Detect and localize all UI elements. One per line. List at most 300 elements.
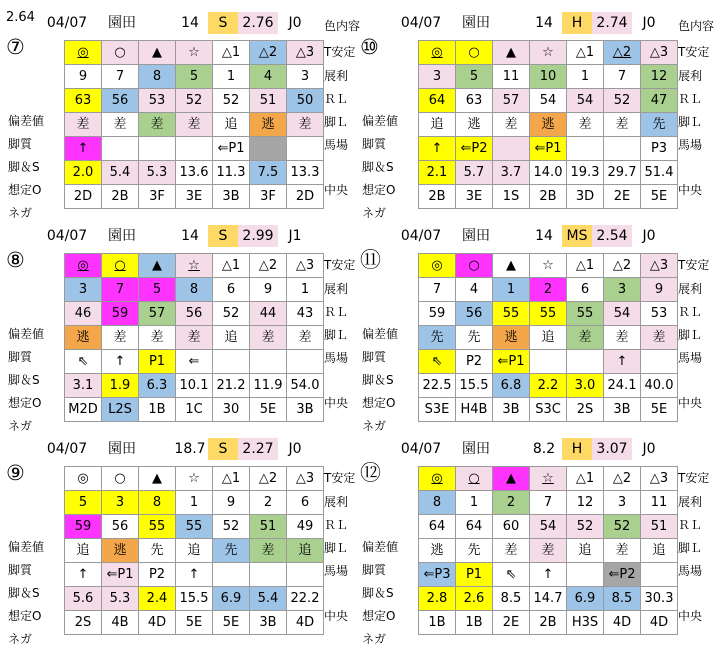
grid-cell: 9 xyxy=(641,278,678,302)
right-label: 中央 xyxy=(678,183,703,197)
grid-cell: △3 xyxy=(287,41,324,65)
race-panel xyxy=(360,219,710,433)
right-label: ＲＬ xyxy=(678,518,703,532)
grid-row xyxy=(419,467,678,491)
grid-cell xyxy=(641,350,678,374)
race-grid xyxy=(418,40,678,209)
grid-cell: 1B xyxy=(456,611,493,635)
grid-cell: 30 xyxy=(213,398,250,422)
grid-cell: 14.0 xyxy=(530,161,567,185)
grid-cell: 64 xyxy=(456,515,493,539)
grid-cell: ⇐P2 xyxy=(604,563,641,587)
grid-cell: 9 xyxy=(65,65,102,89)
header-num: 14 xyxy=(535,15,553,31)
grid-cell: 57 xyxy=(139,302,176,326)
grid-cell: 2B xyxy=(419,185,456,209)
grid-cell: 5E xyxy=(250,398,287,422)
right-label: 展利 xyxy=(678,282,703,296)
grid-cell: 2.6 xyxy=(456,587,493,611)
row-label: 脚質 xyxy=(8,137,33,151)
grid-cell: 50 xyxy=(287,89,324,113)
grid-cell: 3E xyxy=(176,185,213,209)
grid-cell: 55 xyxy=(567,302,604,326)
grid-cell: ○ xyxy=(456,41,493,65)
header-track: S xyxy=(208,438,238,460)
grid-cell xyxy=(567,350,604,374)
race-grid xyxy=(418,253,678,422)
row-label: 偏差値 xyxy=(362,114,399,128)
header-num: 14 xyxy=(181,15,199,31)
grid-cell: 逃 xyxy=(102,539,139,563)
right-label: ＲＬ xyxy=(324,518,349,532)
grid-cell: 3 xyxy=(102,491,139,515)
grid-cell: 先 xyxy=(139,539,176,563)
grid-cell: ○ xyxy=(456,467,493,491)
grid-cell: 6 xyxy=(567,278,604,302)
grid-cell xyxy=(567,563,604,587)
grid-cell: 2B xyxy=(530,611,567,635)
grid-cell: 3.0 xyxy=(567,374,604,398)
grid-cell: 24.1 xyxy=(604,374,641,398)
grid-cell: 15.5 xyxy=(456,374,493,398)
grid-cell: ↑ xyxy=(176,563,213,587)
grid-cell: 51.4 xyxy=(641,161,678,185)
header-track: H xyxy=(562,12,592,34)
grid-cell: 差 xyxy=(65,113,102,137)
grid-cell: 1 xyxy=(456,491,493,515)
right-label: 展利 xyxy=(678,69,703,83)
grid-cell: △2 xyxy=(250,254,287,278)
grid-row xyxy=(419,137,678,161)
grid-cell: 22.5 xyxy=(419,374,456,398)
grid-cell: 追 xyxy=(176,539,213,563)
grid-cell: 5 xyxy=(456,65,493,89)
row-label: ネガ xyxy=(362,206,387,220)
grid-cell: 5 xyxy=(176,65,213,89)
header-score: 2.76 xyxy=(238,12,278,34)
grid-cell: 29.7 xyxy=(604,161,641,185)
grid-cell: ↑ xyxy=(530,563,567,587)
grid-cell: 60 xyxy=(493,515,530,539)
grid-cell: 先 xyxy=(456,539,493,563)
grid-cell: 1.9 xyxy=(102,374,139,398)
row-label: 想定O xyxy=(362,609,396,623)
grid-cell: 5E xyxy=(641,185,678,209)
right-label: 馬場 xyxy=(324,138,349,152)
header-venue: 園田 xyxy=(462,228,490,244)
grid-cell xyxy=(493,137,530,161)
grid-cell: 2.4 xyxy=(139,587,176,611)
grid-cell: 6 xyxy=(287,491,324,515)
row-label: ネガ xyxy=(362,632,387,646)
grid-cell: 5E xyxy=(213,611,250,635)
right-label: T安定 xyxy=(324,45,356,59)
grid-cell: 5 xyxy=(139,278,176,302)
header-score: 2.74 xyxy=(592,12,632,34)
grid-cell: 11 xyxy=(493,65,530,89)
grid-cell xyxy=(567,137,604,161)
right-label: 脚Ｌ xyxy=(678,541,703,555)
grid-cell: 5.4 xyxy=(102,161,139,185)
header-date: 04/07 xyxy=(400,228,442,244)
grid-cell: ☆ xyxy=(530,467,567,491)
right-label: T安定 xyxy=(324,258,356,272)
grid-cell: 先 xyxy=(456,326,493,350)
right-label: 展利 xyxy=(324,495,349,509)
race-number: ⑦ xyxy=(6,35,25,59)
top-left-value: 2.64 xyxy=(6,10,35,25)
row-label: 脚＆S xyxy=(362,373,394,387)
grid-cell: 逃 xyxy=(530,113,567,137)
grid-cell: 3.7 xyxy=(493,161,530,185)
race-panel xyxy=(6,219,356,433)
grid-cell: 逃 xyxy=(419,539,456,563)
grid-cell: 63 xyxy=(65,89,102,113)
grid-cell: 9 xyxy=(213,491,250,515)
grid-cell: 54 xyxy=(530,89,567,113)
header-date: 04/07 xyxy=(46,15,88,31)
grid-cell xyxy=(250,137,287,161)
grid-cell: P1 xyxy=(139,350,176,374)
row-label: ネガ xyxy=(362,419,387,433)
header-num: 14 xyxy=(181,228,199,244)
grid-cell: 63 xyxy=(456,89,493,113)
grid-cell: 3 xyxy=(287,65,324,89)
grid-row xyxy=(419,113,678,137)
header-j: J0 xyxy=(288,441,302,457)
race-grid xyxy=(418,466,678,635)
race-number: ⑪ xyxy=(360,248,381,272)
right-label: T安定 xyxy=(678,258,710,272)
grid-row xyxy=(65,515,324,539)
grid-row xyxy=(65,611,324,635)
grid-cell: 64 xyxy=(419,89,456,113)
grid-cell: 4 xyxy=(456,278,493,302)
grid-cell: 差 xyxy=(604,113,641,137)
grid-cell: ☆ xyxy=(176,254,213,278)
grid-cell: 差 xyxy=(287,326,324,350)
grid-cell: 5.6 xyxy=(65,587,102,611)
grid-cell: 49 xyxy=(287,515,324,539)
grid-cell: 54 xyxy=(530,515,567,539)
grid-cell: ▲ xyxy=(493,41,530,65)
right-label: 中央 xyxy=(324,396,349,410)
grid-cell: 56 xyxy=(102,89,139,113)
grid-cell: 差 xyxy=(102,326,139,350)
grid-row xyxy=(65,185,324,209)
grid-cell: 53 xyxy=(139,89,176,113)
grid-cell: M2D xyxy=(65,398,102,422)
grid-cell: ↑ xyxy=(604,350,641,374)
right-label: 脚Ｌ xyxy=(678,328,703,342)
grid-cell: 逃 xyxy=(65,326,102,350)
grid-cell: 差 xyxy=(287,113,324,137)
grid-cell: ⇖ xyxy=(419,350,456,374)
header-venue: 園田 xyxy=(462,441,490,457)
grid-cell: 3.1 xyxy=(65,374,102,398)
grid-row xyxy=(419,611,678,635)
grid-cell: ○ xyxy=(102,254,139,278)
grid-cell: 14.7 xyxy=(530,587,567,611)
row-label: 想定O xyxy=(362,183,396,197)
race-panel xyxy=(6,432,356,646)
row-label: 脚＆S xyxy=(8,586,40,600)
right-label: 脚Ｌ xyxy=(324,541,349,555)
grid-cell: 7 xyxy=(102,65,139,89)
row-label: ネガ xyxy=(8,206,33,220)
grid-cell: ⇐P1 xyxy=(493,350,530,374)
grid-cell: 5.3 xyxy=(102,587,139,611)
grid-cell: 11.3 xyxy=(213,161,250,185)
row-label: 偏差値 xyxy=(8,540,45,554)
grid-cell: 56 xyxy=(102,515,139,539)
grid-row xyxy=(419,89,678,113)
grid-cell: 4D xyxy=(641,611,678,635)
right-label: 脚Ｌ xyxy=(324,115,349,129)
header-date: 04/07 xyxy=(46,441,88,457)
row-label: 想定O xyxy=(8,609,42,623)
grid-cell: 2D xyxy=(65,185,102,209)
grid-cell: ⇖ xyxy=(493,563,530,587)
grid-row xyxy=(65,326,324,350)
header-track: H xyxy=(562,438,592,460)
grid-cell: ○ xyxy=(102,41,139,65)
right-label: T安定 xyxy=(324,471,356,485)
grid-row xyxy=(65,89,324,113)
grid-cell: 1 xyxy=(493,278,530,302)
header-score: 2.54 xyxy=(592,225,632,247)
grid-cell: 差 xyxy=(641,326,678,350)
grid-cell: ▲ xyxy=(139,467,176,491)
race-number: ⑩ xyxy=(360,35,379,59)
grid-cell: 差 xyxy=(604,539,641,563)
grid-cell: 1B xyxy=(139,398,176,422)
grid-cell: H3S xyxy=(567,611,604,635)
grid-cell: 12 xyxy=(567,491,604,515)
row-label: 想定O xyxy=(8,183,42,197)
grid-cell: 6.9 xyxy=(213,587,250,611)
header-venue: 園田 xyxy=(462,15,490,31)
grid-cell: 差 xyxy=(250,539,287,563)
right-label: 展利 xyxy=(324,69,349,83)
grid-cell: △2 xyxy=(250,41,287,65)
grid-cell xyxy=(604,137,641,161)
grid-cell: △1 xyxy=(213,254,250,278)
grid-cell: ☆ xyxy=(530,254,567,278)
grid-row xyxy=(419,491,678,515)
grid-row xyxy=(65,302,324,326)
grid-cell: 55 xyxy=(139,515,176,539)
grid-cell: 3 xyxy=(419,65,456,89)
grid-cell: 12 xyxy=(641,65,678,89)
race-grid xyxy=(64,466,324,635)
grid-cell: 追 xyxy=(530,326,567,350)
grid-cell: 52 xyxy=(604,515,641,539)
grid-cell: 先 xyxy=(213,539,250,563)
right-label: 脚Ｌ xyxy=(678,115,703,129)
header-venue: 園田 xyxy=(108,15,136,31)
grid-cell: 2 xyxy=(250,491,287,515)
grid-cell xyxy=(250,563,287,587)
header-j: J0 xyxy=(288,15,302,31)
grid-cell: 52 xyxy=(213,302,250,326)
grid-cell: 10.1 xyxy=(176,374,213,398)
grid-cell: △3 xyxy=(641,254,678,278)
grid-row xyxy=(65,587,324,611)
grid-cell: 逃 xyxy=(250,113,287,137)
grid-cell: 追 xyxy=(65,539,102,563)
right-label: 色内容 xyxy=(324,19,361,33)
grid-cell: 22.2 xyxy=(287,587,324,611)
grid-cell: 7 xyxy=(102,278,139,302)
right-label: 中央 xyxy=(678,396,703,410)
grid-cell: 47 xyxy=(641,89,678,113)
grid-cell: ↑ xyxy=(102,350,139,374)
grid-cell: 8 xyxy=(419,491,456,515)
grid-cell: 2E xyxy=(493,611,530,635)
header-score: 2.99 xyxy=(238,225,278,247)
grid-cell: ⇖ xyxy=(65,350,102,374)
grid-row xyxy=(65,41,324,65)
grid-cell: ○ xyxy=(456,254,493,278)
right-label: ＲＬ xyxy=(678,305,703,319)
grid-cell: 逃 xyxy=(456,113,493,137)
grid-cell: 7 xyxy=(419,278,456,302)
grid-row xyxy=(65,254,324,278)
grid-cell: 3 xyxy=(604,491,641,515)
grid-cell xyxy=(530,350,567,374)
grid-cell: 5E xyxy=(176,611,213,635)
grid-cell: 4D xyxy=(287,611,324,635)
grid-cell: 差 xyxy=(493,539,530,563)
grid-cell: 5.3 xyxy=(139,161,176,185)
grid-cell: ☆ xyxy=(176,41,213,65)
grid-cell: ↑ xyxy=(419,137,456,161)
grid-cell: H4B xyxy=(456,398,493,422)
grid-cell: 差 xyxy=(567,113,604,137)
right-label: 馬場 xyxy=(678,564,703,578)
grid-cell xyxy=(641,563,678,587)
header-num: 18.7 xyxy=(174,441,206,457)
grid-cell: 1B xyxy=(419,611,456,635)
grid-cell: 59 xyxy=(65,515,102,539)
grid-cell: △2 xyxy=(604,467,641,491)
grid-cell: 3B xyxy=(287,398,324,422)
grid-cell: 3B xyxy=(604,398,641,422)
grid-cell: 8 xyxy=(139,491,176,515)
grid-cell: 1 xyxy=(176,491,213,515)
grid-cell: 4 xyxy=(250,65,287,89)
grid-cell: △1 xyxy=(567,41,604,65)
grid-row xyxy=(419,398,678,422)
right-label: T安定 xyxy=(678,45,710,59)
grid-cell: ▲ xyxy=(139,41,176,65)
row-label: 脚＆S xyxy=(8,373,40,387)
grid-row xyxy=(419,563,678,587)
grid-row xyxy=(65,398,324,422)
grid-cell: ⇐P1 xyxy=(102,563,139,587)
grid-cell: △1 xyxy=(213,41,250,65)
grid-cell: 3B xyxy=(493,398,530,422)
header-track: S xyxy=(208,225,238,247)
grid-cell: 4B xyxy=(102,611,139,635)
grid-cell: 52 xyxy=(604,89,641,113)
grid-cell: 追 xyxy=(419,113,456,137)
right-label: 馬場 xyxy=(678,138,703,152)
grid-row xyxy=(65,350,324,374)
grid-cell: 6.3 xyxy=(139,374,176,398)
grid-cell xyxy=(213,350,250,374)
grid-cell: ◎ xyxy=(65,254,102,278)
header-num: 14 xyxy=(535,228,553,244)
grid-cell xyxy=(176,137,213,161)
header-venue: 園田 xyxy=(108,228,136,244)
grid-cell: 52 xyxy=(213,89,250,113)
right-label: 中央 xyxy=(678,609,703,623)
grid-cell: 先 xyxy=(641,113,678,137)
grid-cell: 56 xyxy=(176,302,213,326)
grid-cell: 3 xyxy=(604,278,641,302)
grid-cell: 差 xyxy=(176,326,213,350)
grid-cell: 52 xyxy=(176,89,213,113)
row-label: ネガ xyxy=(8,632,33,646)
grid-cell: P1 xyxy=(456,563,493,587)
grid-cell: 51 xyxy=(250,515,287,539)
grid-cell: 19.3 xyxy=(567,161,604,185)
grid-cell: 6 xyxy=(213,278,250,302)
grid-cell: 8.5 xyxy=(604,587,641,611)
grid-cell: S3C xyxy=(530,398,567,422)
row-label: 偏差値 xyxy=(362,327,399,341)
grid-cell: 2.0 xyxy=(65,161,102,185)
grid-cell xyxy=(139,137,176,161)
header-j: J0 xyxy=(642,15,656,31)
grid-cell: 64 xyxy=(419,515,456,539)
grid-row xyxy=(65,563,324,587)
grid-cell: 51 xyxy=(250,89,287,113)
grid-cell: 15.5 xyxy=(176,587,213,611)
grid-cell: 3 xyxy=(65,278,102,302)
race-number: ⑫ xyxy=(360,461,381,485)
header-venue: 園田 xyxy=(108,441,136,457)
grid-row xyxy=(65,161,324,185)
grid-cell: 7 xyxy=(604,65,641,89)
grid-cell: 6.8 xyxy=(493,374,530,398)
row-label: 想定O xyxy=(362,396,396,410)
header-track: MS xyxy=(562,225,592,247)
grid-row xyxy=(419,374,678,398)
grid-cell: 1C xyxy=(176,398,213,422)
header-score: 3.07 xyxy=(592,438,632,460)
grid-cell: 10 xyxy=(530,65,567,89)
grid-cell: 3D xyxy=(567,185,604,209)
grid-cell: 55 xyxy=(530,302,567,326)
grid-cell: 5 xyxy=(65,491,102,515)
grid-row xyxy=(419,539,678,563)
grid-cell: 2S xyxy=(567,398,604,422)
right-label: 色内容 xyxy=(678,19,714,33)
grid-row xyxy=(419,161,678,185)
header-j: J0 xyxy=(642,228,656,244)
grid-cell: △1 xyxy=(567,254,604,278)
row-label: ネガ xyxy=(8,419,33,433)
grid-row xyxy=(65,491,324,515)
header-track: S xyxy=(208,12,238,34)
grid-cell: 11.9 xyxy=(250,374,287,398)
grid-cell xyxy=(213,563,250,587)
grid-cell: 差 xyxy=(567,326,604,350)
grid-row xyxy=(65,137,324,161)
